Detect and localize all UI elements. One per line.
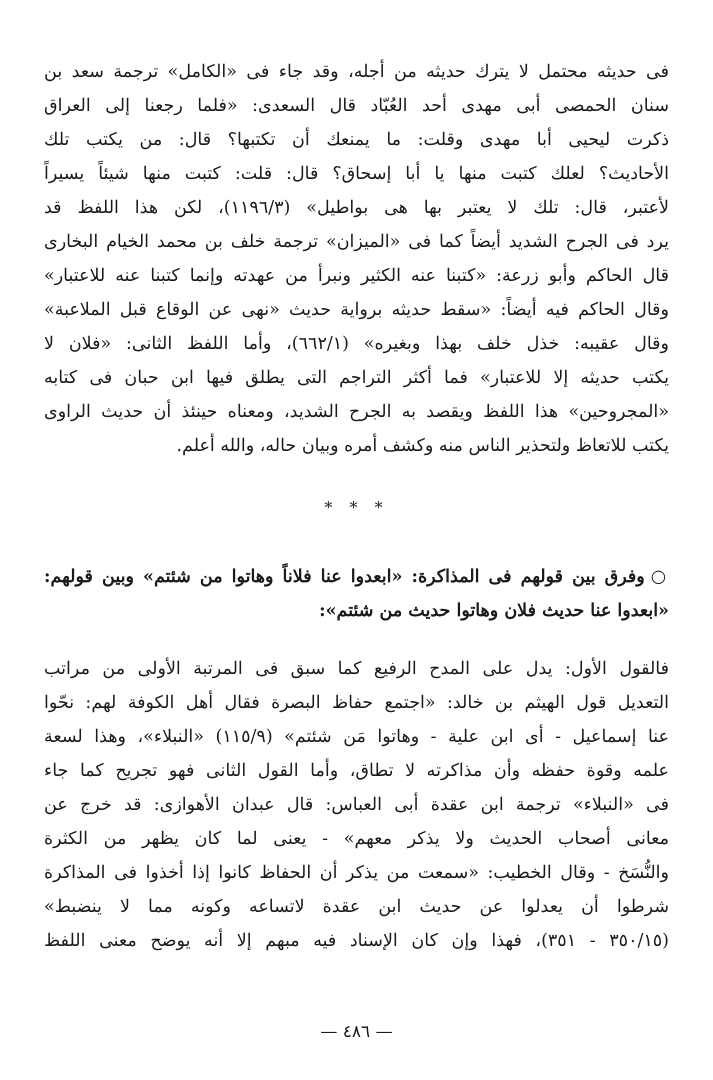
text-line: وقال عقيبه: خذل خلف بهذا وبغيره» (٦٦٢/١)، وأما اللفظ الثانى: «فلان لا xyxy=(44,334,669,354)
paragraph-1 xyxy=(44,55,669,463)
circle-bullet-icon: ○ xyxy=(650,567,669,587)
text-line: فالقول الأول: يدل على المدح الرفيع كما سبق فى المرتبة الأولى من مراتب xyxy=(44,659,669,679)
text-line: الأحاديث؟ لعلك كتبت منها يا أبا إسحاق؟ قال: قلت: كتبت منها شيئاً يسيراً xyxy=(44,164,669,184)
text-line: يرد فى الجرح الشديد أيضاً كما فى «الميزان» ترجمة خلف بن محمد الخيام البخارى xyxy=(44,232,669,252)
text-line: والنُّسَخ - وقال الخطيب: «سمعت من يذكر أن الحفاظ كانوا إذا أخذوا فى المذاكرة xyxy=(44,863,669,883)
text-line: سنان الحمصى أبى مهدى أحد العُبّاد قال السعدى: «فلما رجعنا إلى العراق xyxy=(44,96,669,116)
text-line: «المجروحين» هذا اللفظ ويقصد به الجرح الشديد، ومعناه حينئذ أن حديث الراوى xyxy=(44,402,669,422)
text-line: لأعتبر، قال: تلك لا يعتبر بها هى بواطيل» (١١٩٦/٣)، لكن هذا اللفظ قد xyxy=(44,198,669,218)
section-heading xyxy=(44,560,669,628)
text-line: وقال الحاكم فيه أيضاً: «سقط حديثه برواية حديث «نهى عن الوقاع قبل الملاعبة» xyxy=(44,300,669,320)
text-line: علمه وقوة حفظه وأن مذاكرته لا تطاق، وأما القول الثانى فهو تجريح كما جاء xyxy=(44,761,669,781)
text-line: فى حديثه محتمل لا يترك حديثه من أجله، وقد جاء فى «الكامل» ترجمة سعد بن xyxy=(44,62,669,82)
text-line: شرطوا أن يعدلوا عن حديث ابن عقدة لاتساعه وكونه مما لا ينضبط» xyxy=(44,897,669,917)
text-line: (٣٥٠/١٥ - ٣٥١)، فهذا وإن كان الإسناد فيه مبهم إلا أنه يوضح معنى اللفظ xyxy=(44,931,669,951)
paragraph-2 xyxy=(44,652,669,958)
text-line: ذكرت ليحيى أبا مهدى وقلت: ما يمنعك أن تكتبها؟ قال: من يكتب تلك xyxy=(44,130,669,150)
text-line: يكتب للاتعاظ ولتحذير الناس منه وكشف أمره وبيان حاله، والله أعلم. xyxy=(176,436,669,456)
section-separator: * * * xyxy=(324,498,389,517)
text-line: التعديل قول الهيثم بن خالد: «اجتمع حفاظ البصرة فقال أهل الكوفة لهم: نحّوا xyxy=(44,693,669,713)
text-line: قال الحاكم وأبو زرعة: «كتبنا عنه الكثير ونبرأ من عهدته وإنما كتبنا عنه للاعتبار» xyxy=(44,266,669,286)
page-number: — ٤٨٦ — xyxy=(320,1022,393,1042)
text-line: عنا إسماعيل - أى ابن علية - وهاتوا مَن شئتم» (١١٥/٩) «النبلاء»، وهذا لسعة xyxy=(44,727,669,747)
text-line: يكتب حديثه إلا للاعتبار» فما أكثر التراجم التى يطلق فيها ابن حبان فى كتابه xyxy=(44,368,669,388)
text-line: فى «النبلاء» ترجمة ابن عقدة أبى العباس: قال عبدان الأهوازى: قد خرج عن xyxy=(44,795,669,815)
heading-text: وفرق بين قولهم فى المذاكرة: «ابعدوا عنا فلاناً وهاتوا من شئتم» وبين قولهم: xyxy=(44,567,645,587)
heading-line: «ابعدوا عنا حديث فلان وهاتوا حديث من شئتم»: xyxy=(319,601,669,621)
heading-line xyxy=(44,560,669,594)
text-line: معانى أصحاب الحديث ولا يذكر معهم» - يعنى لما كان يظهر من الكثرة xyxy=(44,829,669,849)
